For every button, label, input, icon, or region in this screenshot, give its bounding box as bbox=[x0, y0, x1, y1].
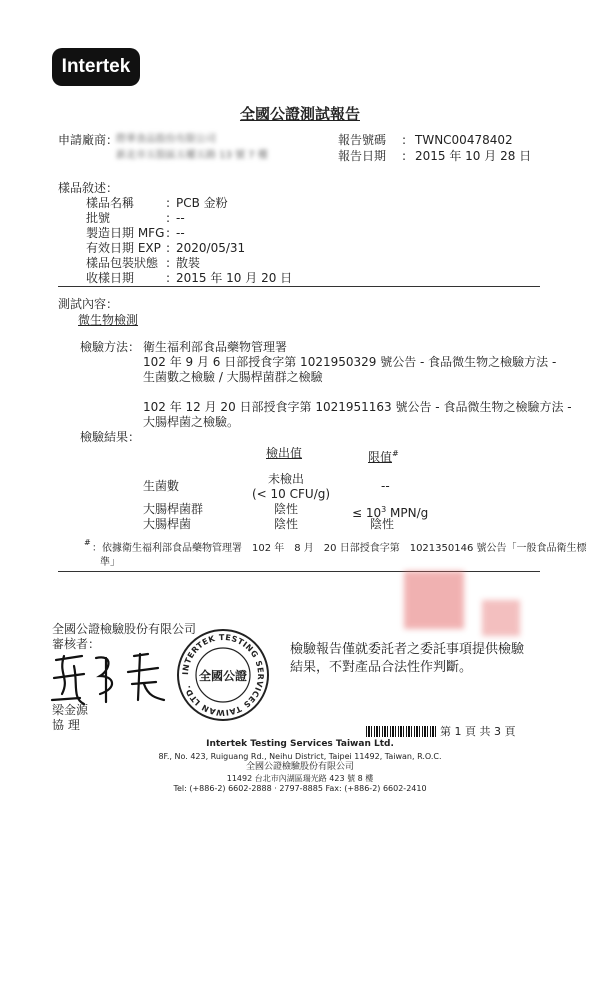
sample-value-received: 2015 年 10 月 20 日 bbox=[176, 271, 293, 285]
divider bbox=[58, 571, 540, 572]
sample-value-name: PCB 金粉 bbox=[176, 196, 228, 210]
report-date-label: 報告日期 bbox=[338, 149, 387, 163]
barcode bbox=[366, 726, 436, 737]
footer-address-zh: 11492 台北市內湖區瑞光路 423 號 8 樓 bbox=[226, 774, 374, 783]
method-line: 生菌數之檢驗 / 大腸桿菌群之檢驗 bbox=[143, 370, 323, 384]
col-limit-mark: # bbox=[392, 449, 399, 458]
result-item: 大腸桿菌群 bbox=[143, 502, 204, 516]
result-detected: 陰性 bbox=[274, 502, 299, 516]
report-no-label: 報告號碼 bbox=[338, 133, 387, 147]
sample-label-batch: 批號 bbox=[86, 211, 111, 225]
personal-stamp bbox=[482, 600, 520, 636]
sample-label-package: 樣品包裝狀態 bbox=[86, 256, 159, 270]
result-limit: -- bbox=[381, 479, 390, 493]
note-line: 準」 bbox=[100, 557, 120, 568]
sample-colon: : bbox=[166, 226, 171, 240]
footer-company-zh: 全國公證檢驗股份有限公司 bbox=[245, 762, 354, 772]
test-content-label: 測試內容： bbox=[58, 297, 119, 311]
page-number: 第 1 頁 共 3 頁 bbox=[440, 725, 516, 738]
note-line: ：依據衛生福利部食品藥物管理署 102 年 8 月 20 日部授食字第 1021350146 號公告「一般食品衛生標 bbox=[92, 543, 587, 554]
footer-contact: Tel: (+886-2) 6602-2888 · 2797-8885 Fax: (+886-2) 6602-2410 bbox=[173, 784, 427, 793]
sample-value-package: 散裝 bbox=[176, 256, 201, 270]
result-item: 生菌數 bbox=[143, 479, 180, 493]
disclaimer: 檢驗報告僅就委託者之委託事項提供檢驗 bbox=[290, 642, 525, 657]
intertek-logo: Intertek bbox=[52, 48, 140, 86]
sample-label-received: 收樣日期 bbox=[86, 271, 135, 285]
result-detected: 未檢出 bbox=[268, 472, 305, 486]
footer-address-en: 8F., No. 423, Ruiguang Rd., Neihu District, Taipei 11492, Taiwan, R.O.C. bbox=[158, 752, 442, 761]
report-no-colon: : bbox=[402, 133, 407, 147]
sample-label-name: 樣品名稱 bbox=[86, 196, 135, 210]
sample-value-batch: -- bbox=[176, 211, 185, 225]
signer-name: 梁金源 bbox=[52, 703, 89, 717]
company-name: 全國公證檢驗股份有限公司 bbox=[52, 622, 197, 636]
sample-colon: : bbox=[166, 271, 171, 285]
result-limit-exp: 3 bbox=[381, 505, 387, 514]
report-date: 2015 年 10 月 28 日 bbox=[415, 149, 532, 163]
col-limit-header bbox=[368, 446, 399, 465]
sample-section-label: 樣品敘述： bbox=[58, 181, 119, 195]
signature bbox=[48, 648, 188, 708]
company-stamp bbox=[404, 571, 464, 629]
applicant-label: 申請廠商： bbox=[58, 133, 119, 147]
report-date-colon: : bbox=[402, 149, 407, 163]
reviewer-label: 審核者： bbox=[52, 637, 101, 651]
applicant-address: 新北市五股區五權五路 13 號 7 樓 bbox=[116, 150, 268, 161]
method-label: 檢驗方法： bbox=[80, 340, 141, 354]
divider bbox=[58, 286, 540, 287]
footer-company-en: Intertek Testing Services Taiwan Ltd. bbox=[206, 739, 394, 749]
report-no: TWNC00478402 bbox=[415, 133, 513, 147]
report-title: 全國公證測試報告 bbox=[239, 105, 360, 123]
test-subtitle: 微生物檢測 bbox=[78, 313, 139, 327]
result-detected: 陰性 bbox=[274, 517, 299, 531]
sample-value-exp: 2020/05/31 bbox=[176, 241, 246, 255]
applicant-name: 際華食品股份有限公司 bbox=[116, 134, 216, 145]
result-label: 檢驗結果： bbox=[80, 430, 141, 444]
sample-colon: : bbox=[166, 196, 171, 210]
sample-colon: : bbox=[166, 241, 171, 255]
method-line: 102 年 12 月 20 日部授食字第 1021951163 號公告 - 食品微生物之檢驗方法 - bbox=[143, 400, 572, 414]
sample-colon: : bbox=[166, 211, 171, 225]
sample-label-exp: 有效日期 EXP bbox=[86, 241, 161, 255]
result-limit-unit: MPN/g bbox=[386, 506, 429, 520]
col-limit-text: 限值 bbox=[368, 450, 393, 464]
result-limit: 陰性 bbox=[370, 517, 395, 531]
sample-colon: : bbox=[166, 256, 171, 270]
disclaimer: 結果，不對產品合法性作判斷。 bbox=[290, 660, 473, 675]
result-limit-base: ≤ 10 bbox=[352, 506, 382, 520]
seal-ring-text: INTERTEK TESTING SERVICES TAIWAN LTD. bbox=[180, 632, 266, 718]
signer-title: 協 理 bbox=[52, 718, 80, 732]
col-detected-header: 檢出值 bbox=[266, 446, 303, 460]
result-item: 大腸桿菌 bbox=[143, 517, 192, 531]
method-line: 102 年 9 月 6 日部授食字第 1021950329 號公告 - 食品微生物之檢驗方法 - bbox=[143, 355, 557, 369]
method-line: 大腸桿菌之檢驗。 bbox=[143, 415, 240, 429]
seal-center-text: 全國公證 bbox=[198, 669, 248, 683]
note-mark: # bbox=[84, 538, 91, 547]
sample-label-mfg: 製造日期 MFG bbox=[86, 226, 165, 240]
result-detected-note: (< 10 CFU/g) bbox=[252, 487, 331, 501]
method-line: 衛生福利部食品藥物管理署 bbox=[143, 340, 288, 354]
company-seal bbox=[176, 628, 270, 722]
sample-value-mfg: -- bbox=[176, 226, 185, 240]
